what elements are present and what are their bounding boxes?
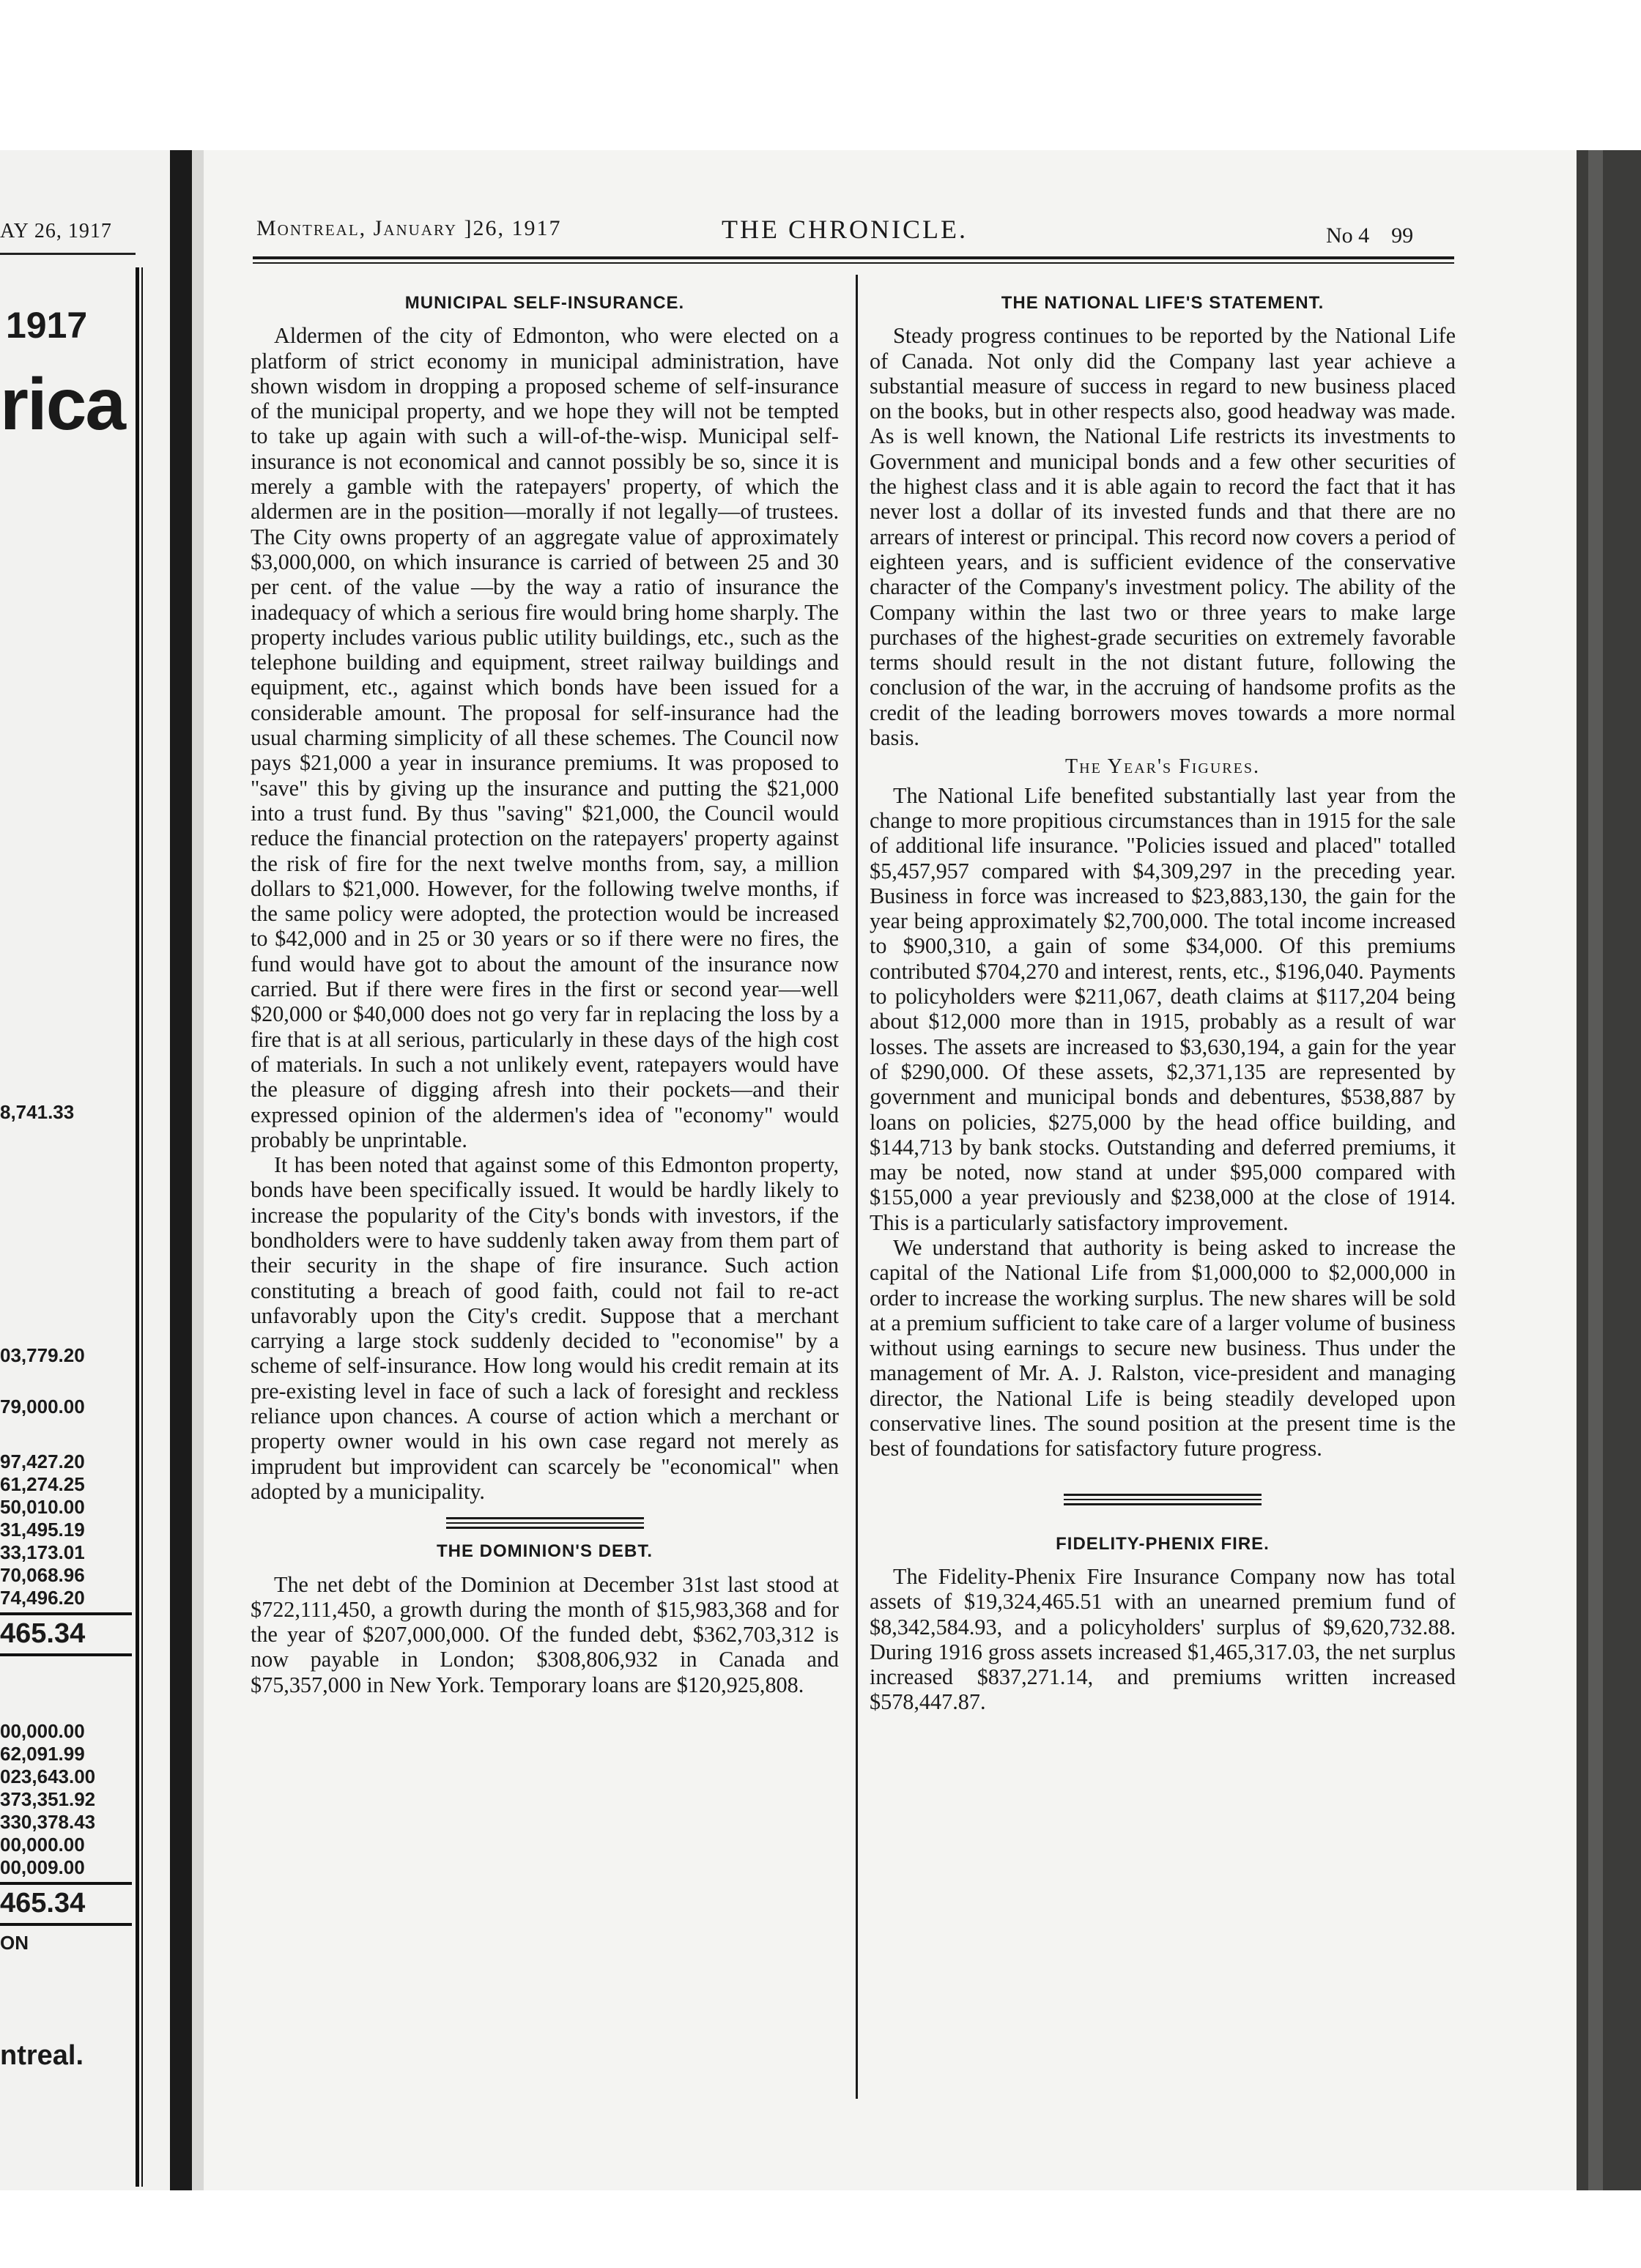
article-heading: THE DOMINION'S DEBT. bbox=[436, 1541, 653, 1562]
left-figure: 31,495.19 bbox=[0, 1519, 85, 1541]
article-paragraph: Steady progress continues to be reported by the National Life of Canada. Not only did the Company last year achieve a substantial measure of success in regard to new business placed on the books, but in other respects also, good headway was made. As is well known, the National Life restricts its investments to Government and municipal bonds and a few other securities of the highest class and it is able again to record the fact that it has never lost a dollar of its invested funds and that there are no arrears of interest or principal. This record now covers a period of eighteen years, and is sufficient evidence of the conservative character of the Company's investment policy. The ability of the Company within the last two or three years to make large purchases of the highest-grade securities on extremely favorable terms should result in the not distant future, following the conclusion of the war, in the accruing of handsome profits as the credit of the leading borrowers moves towards a more normal basis. bbox=[870, 323, 1456, 751]
article-heading: FIDELITY-PHENIX FIRE. bbox=[1056, 1533, 1270, 1554]
article-separator bbox=[1064, 1494, 1262, 1505]
page-edge-right bbox=[1577, 150, 1641, 2190]
left-figure: 79,000.00 bbox=[0, 1396, 85, 1418]
left-figure: 8,741.33 bbox=[0, 1101, 75, 1123]
article-paragraph: The net debt of the Dominion at December 31st last stood at $722,111,450, a growth during the month of $15,983,368 and for the year of $207,000,000. Of the funded debt, $362,703,312 is now payable in London; $308,806,932 in Canada and $75,357,000 in New York. Temporary loans are $120,925,808. bbox=[251, 1571, 839, 1697]
header-rule-thin bbox=[253, 262, 1454, 264]
publication-title: THE CHRONICLE. bbox=[722, 215, 968, 244]
left-total-rule bbox=[0, 1612, 132, 1615]
left-total-rule bbox=[0, 1923, 132, 1926]
article-subheading: The Year's Figures. bbox=[1065, 755, 1260, 779]
left-figure: 74,496.20 bbox=[0, 1587, 85, 1609]
left-facing-page bbox=[0, 150, 170, 2190]
left-page-year: 1917 bbox=[6, 305, 88, 346]
left-figure: 023,643.00 bbox=[0, 1765, 96, 1787]
binding-gap bbox=[192, 150, 204, 2190]
left-page-title: rica bbox=[0, 363, 125, 445]
page-dateline: Montreal, January ]26, 1917 bbox=[256, 216, 562, 240]
article-paragraph: The Fidelity-Phenix Fire Insurance Company now has total assets of $19,324,465.51 with an unearned premium fund of $8,342,584.93, and a policyholders' surplus of $9,620,732.88. During 1916 gross assets increased $1,465,317.03, the net surplus increased $837,271.14, and premiums written increased $578,447.87. bbox=[870, 1563, 1456, 1715]
article-heading: THE NATIONAL LIFE'S STATEMENT. bbox=[1001, 293, 1325, 313]
book-binding bbox=[170, 150, 192, 2190]
left-figure: 70,068.96 bbox=[0, 1564, 85, 1586]
left-page-border-inner bbox=[141, 267, 143, 2187]
left-total-rule bbox=[0, 1653, 132, 1656]
scan-margin-top bbox=[0, 0, 1641, 150]
column-left bbox=[251, 289, 839, 1697]
article-heading: MUNICIPAL SELF-INSURANCE. bbox=[404, 293, 685, 313]
article-paragraph: Aldermen of the city of Edmonton, who were elected on a platform of strict economy in municipal administration, have shown wisdom in dropping a proposed scheme of self-insurance of the municipal property, and we hope they will not be tempted to take up again with such a will-of-the-wisp. Municipal self-insurance is not economical and cannot possibly be so, since it is merely a gamble with the ratepayers' property, of which the aldermen are in the position—morally if not legally—of trustees. The City owns property of an aggregate value of approximately $3,000,000, on which insurance is carried of between 25 and 30 per cent. of the value —by the way a ratio of insurance the inadequacy of which a serious fire would bring home sharply. The property includes various public utility buildings, etc., such as the telephone building and equipment, street railway buildings and equipment, etc., against which bonds have been issued for a considerable amount. The proposal for self-insurance had the usual charming simplicity of all these schemes. The Council now pays $21,000 a year in insurance premiums. It was proposed to "save" this by giving up the insurance and putting the $21,000 into a trust fund. By thus "saving" $21,000, the Council would reduce the financial protection on the ratepayers' property against the risk of fire for the next twelve months from, say, a million dollars to $21,000. However, for the following twelve months, if the same policy were adopted, the protection would be increased to $42,000 and in 25 or 30 years or so if there were no fires, the fund would have got to about the amount of the insurance now carried. But if there were fires in the first or second year—well $20,000 or $40,000 does not go very far in replacing the loss by a fire that is at all serious, particularly in these days of the high cost of materials. In such a not unlikely event, ratepayers would have the pleasure of digging afresh into their pockets—and their expressed opinion of the aldermen's idea of "economy" would probably be unprintable. bbox=[251, 323, 839, 1152]
left-figure: 373,351.92 bbox=[0, 1788, 96, 1810]
article-separator bbox=[446, 1517, 644, 1529]
column-right bbox=[870, 289, 1456, 1715]
article-paragraph: It has been noted that against some of this Edmonton property, bonds have been specifically issued. It would be hardly likely to increase the popularity of the City's bonds with investors, if the bondholders were to have suddenly taken away from them part of their security in the shape of fire insurance. Such action constituting a breach of good faith, could not fail to re-act unfavorably upon the City's credit. Suppose that a merchant carrying a large stock suddenly decided to "economise" by a scheme of self-insurance. How long would his credit remain at its pre-existing level in face of such a lack of foresight and reckless reliance upon chances. A course of action which a merchant or property owner would in his own case regard not merely as imprudent but improvident can scarcely be "economical" when adopted by a municipality. bbox=[251, 1152, 839, 1504]
left-figure: 61,274.25 bbox=[0, 1473, 85, 1495]
left-figure: 97,427.20 bbox=[0, 1450, 85, 1472]
left-figure: 50,010.00 bbox=[0, 1496, 85, 1518]
issue-number bbox=[1326, 223, 1413, 248]
left-total: 465.34 bbox=[0, 1618, 86, 1649]
article-paragraph: The National Life benefited substantially last year from the change to more propitious circumstances than in 1915 for the sale of additional life insurance. "Policies issued and placed" totalled $5,457,957 compared with $4,309,297 in the preceding year. Business in force was increased to $23,883,130, the gain for the year being approximately $2,700,000. The total income increased to $900,310, a gain of some $34,000. Of this premiums contributed $704,270 and interest, rents, etc., $196,040. Payments to policyholders were $211,067, death claims at $117,204 being about $12,000 more than in 1915, probably as a result of war losses. The assets are increased to $3,630,194, a gain for the year of $290,000. Of these assets, $2,371,135 are represented by government and municipal bonds and debentures, $538,887 by loans on policies, $275,000 by the head office building, and $144,713 by bank stocks. Outstanding and deferred premiums, it may be noted, now stand at under $95,000 compared with $155,000 a year previously and $238,000 at the close of 1914. This is a particularly satisfactory improvement. bbox=[870, 782, 1456, 1235]
scan-margin-bottom bbox=[0, 2190, 1641, 2268]
left-total-rule bbox=[0, 1882, 132, 1885]
column-divider bbox=[856, 275, 858, 2099]
left-figure: 00,009.00 bbox=[0, 1856, 85, 1878]
header-rule bbox=[253, 256, 1454, 259]
issue-number-label: No 4 bbox=[1326, 223, 1370, 248]
left-page-border bbox=[136, 267, 139, 2187]
page-edge-shadow bbox=[1588, 150, 1603, 2190]
article-paragraph: We understand that authority is being asked to increase the capital of the National Life from $1,000,000 to $2,000,000 in order to increase the working surplus. The new shares will be sold at a premium sufficient to take care of a larger volume of business without using earnings to secure new business. Thus under the management of Mr. A. J. Ralston, vice-president and managing director, the National Life is being steadily developed upon conservative lines. The sound position at the present time is the best of foundations for satisfactory future progress. bbox=[870, 1234, 1456, 1461]
page-number: 99 bbox=[1391, 223, 1414, 248]
left-page-header: AY 26, 1917 bbox=[0, 220, 112, 242]
left-figure: 330,378.43 bbox=[0, 1811, 96, 1833]
left-figure: 00,000.00 bbox=[0, 1720, 85, 1742]
left-fragment-on: ON bbox=[0, 1932, 29, 1954]
left-figure: 00,000.00 bbox=[0, 1834, 85, 1856]
left-figure: 62,091.99 bbox=[0, 1743, 85, 1765]
left-page-header-rule bbox=[0, 253, 136, 255]
left-figure: 33,173.01 bbox=[0, 1541, 85, 1563]
left-total: 465.34 bbox=[0, 1888, 86, 1919]
left-fragment-city: ntreal. bbox=[0, 2040, 84, 2071]
left-figure: 03,779.20 bbox=[0, 1344, 85, 1366]
